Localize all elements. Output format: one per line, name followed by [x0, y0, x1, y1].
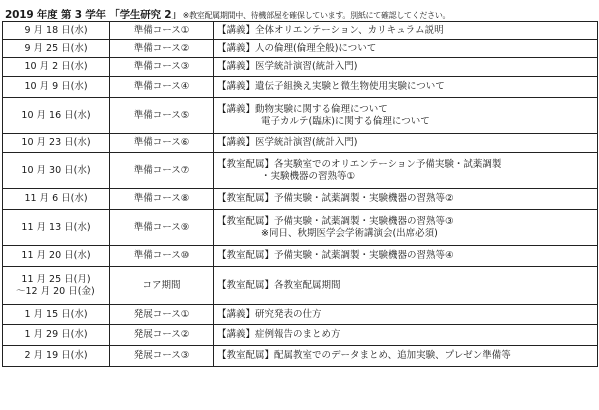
content-line: 【講義】症例報告のまとめ方 — [217, 329, 341, 340]
document-header — [5, 3, 595, 19]
date-end: ～12 月 20 日(金) — [16, 285, 95, 297]
table-row — [3, 210, 598, 246]
content-cell — [214, 305, 598, 325]
course-cell: 準備コース⑤ — [110, 98, 214, 134]
content-cell — [214, 98, 598, 134]
content-line: 【講義】研究発表の仕方 — [217, 308, 322, 320]
date-cell: 11 月 6 日(水) — [3, 189, 110, 210]
course-cell: 発展コース① — [110, 305, 214, 325]
content-line: 【講義】動物実験に関する倫理について — [217, 103, 388, 115]
content-cell — [214, 267, 598, 305]
course-cell: 準備コース⑩ — [110, 246, 214, 267]
table-row — [3, 77, 598, 98]
content-line: ・実験機器の習熟等① — [261, 170, 356, 182]
content-cell — [214, 246, 598, 267]
content-line: 【講義】医学統計演習(統計入門) — [217, 137, 358, 148]
content-cell — [214, 325, 598, 346]
content-line: 【講義】遺伝子組換え実験と微生物使用実験について — [217, 81, 445, 92]
content-cell — [214, 189, 598, 210]
content-line: 【教室配属】各教室配属期間 — [217, 279, 341, 291]
content-line: 【講義】医学統計演習(統計入門) — [217, 61, 358, 72]
content-line: 電子カルテ(臨床)に関する倫理について — [261, 115, 430, 127]
date-cell: 10 月 16 日(水) — [3, 98, 110, 134]
content-cell — [214, 346, 598, 367]
date-cell: 9 月 25 日(水) — [3, 40, 110, 58]
course-cell: 準備コース③ — [110, 58, 214, 77]
course-cell: 発展コース③ — [110, 346, 214, 367]
date-start: 11 月 25 日(月) — [21, 273, 91, 285]
course-cell: 準備コース⑦ — [110, 153, 214, 189]
course-cell: 発展コース② — [110, 325, 214, 346]
date-cell: 1 月 15 日(水) — [3, 305, 110, 325]
table-row — [3, 246, 598, 267]
date-cell: 2 月 19 日(水) — [3, 346, 110, 367]
course-cell: コア期間 — [110, 267, 214, 305]
content-line: 【教室配属】予備実験・試薬調製・実験機器の習熟等③ — [217, 215, 454, 227]
date-cell: 10 月 2 日(水) — [3, 58, 110, 77]
content-cell — [214, 40, 598, 58]
course-cell: 準備コース④ — [110, 77, 214, 98]
content-cell — [214, 77, 598, 98]
date-cell: 11 月 20 日(水) — [3, 246, 110, 267]
content-cell — [214, 58, 598, 77]
content-line: 【教室配属】各実験室でのオリエンテーション予備実験・試薬調製 — [217, 158, 502, 170]
content-line: ※同日、秋期医学会学術講演会(出席必須) — [261, 227, 438, 239]
content-line: 【講義】全体オリエンテーション、カリキュラム説明 — [217, 24, 444, 36]
date-cell: 10 月 23 日(水) — [3, 134, 110, 153]
table-row — [3, 22, 598, 40]
date-cell: 11 月 13 日(水) — [3, 210, 110, 246]
table-row — [3, 325, 598, 346]
schedule-table — [2, 21, 598, 367]
date-cell: 9 月 18 日(水) — [3, 22, 110, 40]
table-row — [3, 134, 598, 153]
table-row — [3, 58, 598, 77]
table-row — [3, 267, 598, 305]
content-cell — [214, 134, 598, 153]
date-cell: 1 月 29 日(水) — [3, 325, 110, 346]
date-cell: 10 月 9 日(水) — [3, 77, 110, 98]
course-cell: 準備コース⑧ — [110, 189, 214, 210]
table-row — [3, 305, 598, 325]
content-cell — [214, 22, 598, 40]
table-row — [3, 153, 598, 189]
header-note: ※教室配属期間中、待機部屋を確保しています。別紙にて確認してください。 — [182, 11, 451, 19]
content-line: 【教室配属】配属教室でのデータまとめ、追加実験、プレゼン準備等 — [217, 350, 511, 361]
document-title: 2019 年度 第 3 学年 「学生研究 2」 — [5, 9, 182, 19]
content-cell — [214, 153, 598, 189]
table-row — [3, 189, 598, 210]
course-cell: 準備コース⑨ — [110, 210, 214, 246]
course-cell: 準備コース⑥ — [110, 134, 214, 153]
content-line: 【教室配属】予備実験・試薬調製・実験機器の習熟等② — [217, 193, 454, 204]
content-line: 【教室配属】予備実験・試薬調製・実験機器の習熟等④ — [217, 250, 454, 261]
course-cell: 準備コース② — [110, 40, 214, 58]
table-row — [3, 346, 598, 367]
content-cell — [214, 210, 598, 246]
date-cell: 10 月 30 日(水) — [3, 153, 110, 189]
table-row — [3, 40, 598, 58]
table-row — [3, 98, 598, 134]
content-line: 【講義】人の倫理(倫理全般)について — [217, 42, 377, 54]
date-cell — [3, 267, 110, 305]
course-cell: 準備コース① — [110, 22, 214, 40]
